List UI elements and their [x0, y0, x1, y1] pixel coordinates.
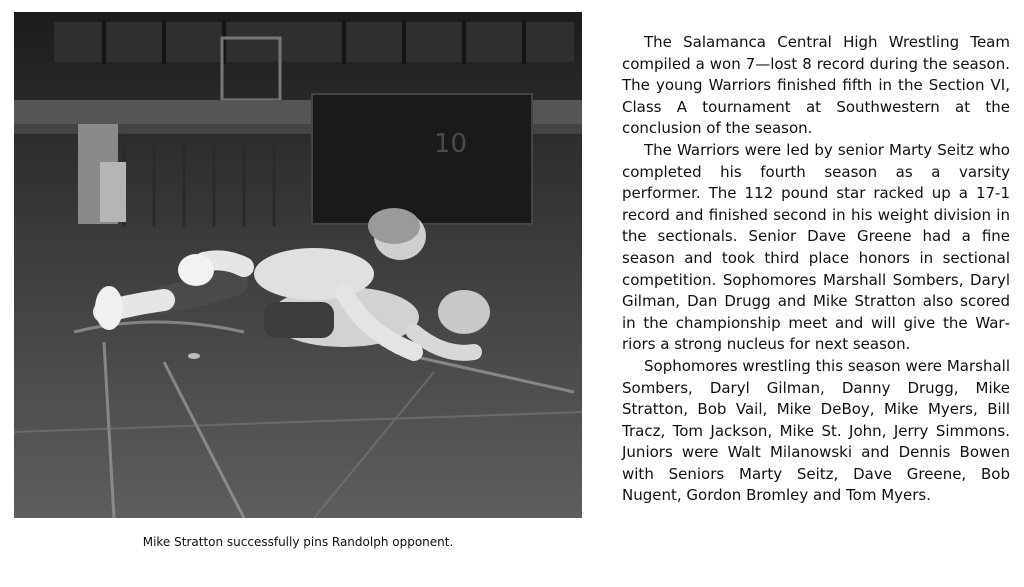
article-paragraph: The Salamanca Central High Wrestling Team compiled a won 7—lost 8 record during the season. The young Warriors finished fifth in the Section VI, Class A tournament at Southwestern at the conclusion of the season. — [622, 33, 1010, 138]
article-text — [622, 32, 1010, 507]
wrestling-photo — [14, 12, 582, 518]
svg-text:10: 10 — [434, 129, 468, 159]
photo-caption: Mike Stratton successfully pins Randolph opponent. — [142, 535, 454, 549]
article-paragraph: The Warriors were led by senior Marty Seitz who completed his fourth season as a varsity performer. The 112 pound star racked up a 17-1 record and finished second in his weight division in the sectionals. Senior Dave Greene had a fine season and took third place honors in sectional competition. Sophomores Marshall Sombers, Daryl Gilman, Dan Drugg and Mike Stratton also scored in the championship meet and will give the Warriors a strong nucleus for next season. — [622, 140, 1010, 354]
wrestling-photo-image — [14, 12, 582, 518]
article-paragraph: Sophomores wrestling this season were Marshall Sombers, Daryl Gilman, Danny Drugg, Mike Stratton, Bob Vail, Mike DeBoy, Mike Myers, Bill Tracz, Tom Jackson, Mike St. John, Jerry Simmons. Juniors were Walt Milanowski and Dennis Bowen with Seniors Marty Seitz, Dave Greene, Bob Nugent, Gordon Bromley and Tom Myers. — [622, 356, 1010, 505]
